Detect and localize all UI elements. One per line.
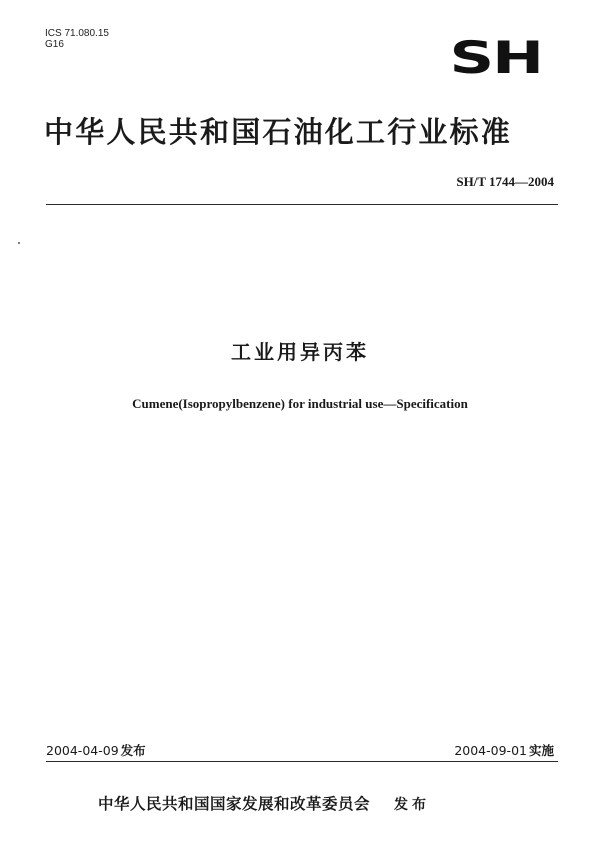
implement-date-line [454,741,554,759]
issue-label: 发布 [120,743,146,758]
issue-date-line [46,741,146,759]
scan-speck [18,242,20,244]
sh-logo: SH [449,31,542,84]
standard-code: SH/T 1744—2004 [456,174,554,189]
issuer-name: 中华人民共和国国家发展和改革委员会 [98,795,371,813]
document-title: 工业用异丙苯 [231,340,369,364]
header-divider [46,204,558,205]
ics-code: ICS 71.080.15 [45,28,109,39]
implement-label: 实施 [528,743,554,758]
classification-codes [45,28,109,50]
standard-category-title: 中华人民共和国石油化工行业标准 [44,115,513,149]
ccs-code: G16 [45,39,64,50]
issuer-line [98,792,430,814]
footer-divider [46,761,558,762]
document-subtitle-en: Cumene(Isopropylbenzene) for industrial use—Specification [132,396,468,411]
implement-date: 2004-09-01 [454,743,527,758]
issue-date: 2004-04-09 [46,743,119,758]
issuer-action: 发布 [394,797,431,813]
